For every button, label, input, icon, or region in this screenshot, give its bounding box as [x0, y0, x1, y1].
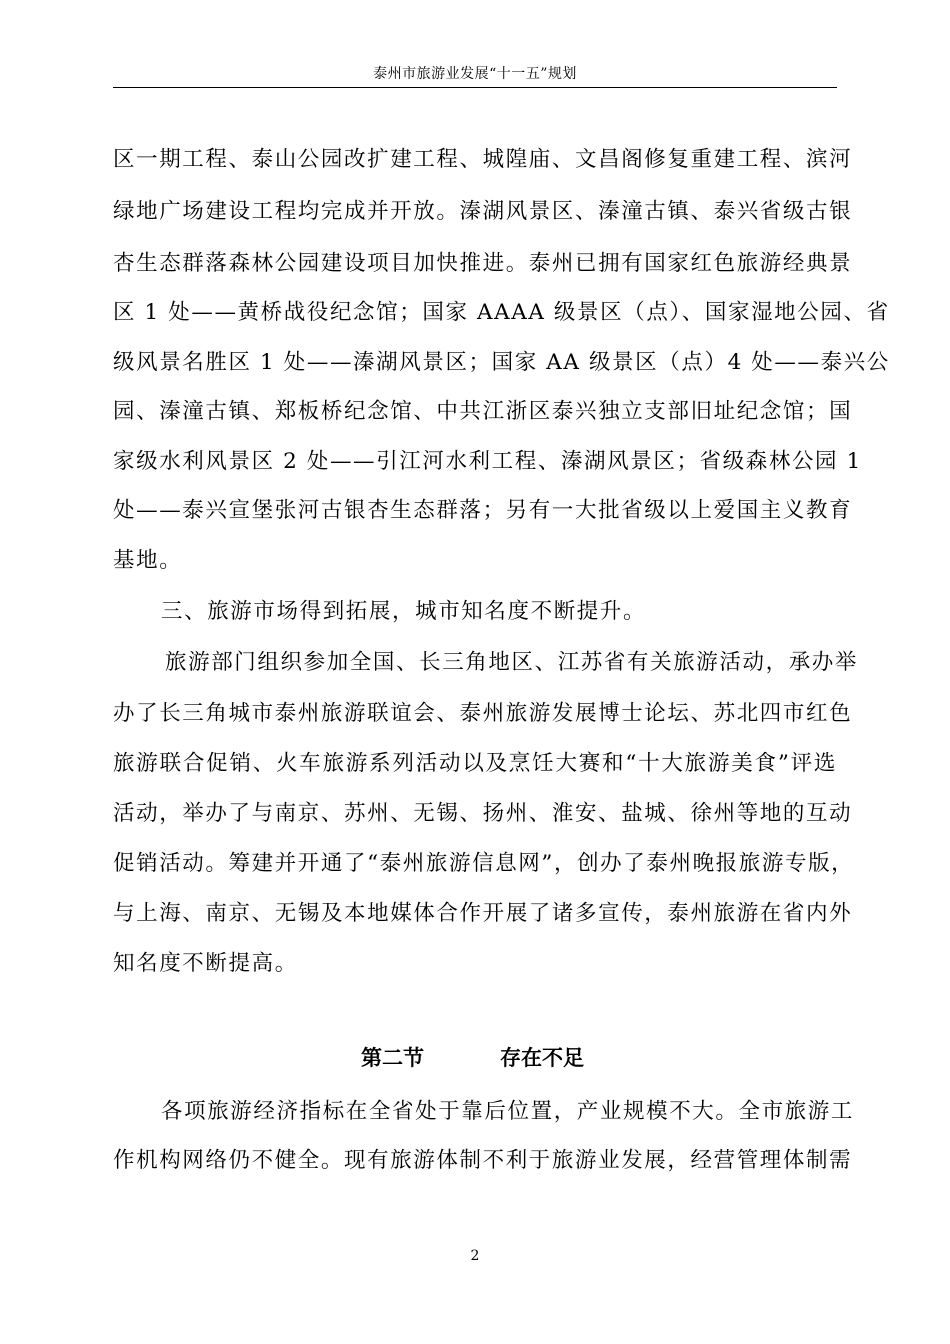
body-line: 杏生态群落森林公园建设项目加快推进。泰州已拥有国家红色旅游经典景 — [113, 251, 853, 276]
body-line: 旅游部门组织参加全国、长三角地区、江苏省有关旅游活动，承办举 — [165, 650, 859, 675]
body-line: 旅游联合促销、火车旅游系列活动以及烹饪大赛和“十大旅游美食”评选 — [113, 751, 837, 776]
body-line: 促销活动。筹建并开通了“泰州旅游信息网”，创办了泰州晚报旅游专版， — [113, 851, 855, 876]
section-title: 存在不足 — [500, 1046, 584, 1070]
running-header: 泰州市旅游业发展“十一五”规划 — [373, 66, 577, 82]
subsection-title: 三、旅游市场得到拓展，城市知名度不断提升。 — [161, 599, 647, 624]
body-line: 活动，举办了与南京、苏州、无锡、扬州、淮安、盐城、徐州等地的互动 — [113, 801, 853, 826]
body-line: 知名度不断提高。 — [113, 951, 298, 976]
page-number: 2 — [470, 1248, 480, 1264]
section-heading — [113, 1043, 837, 1073]
body-line: 级风景名胜区 1 处——溱湖风景区；国家 AA 级景区（点）4 处——泰兴公 — [113, 350, 890, 375]
body-line: 区一期工程、泰山公园改扩建工程、城隍庙、文昌阁修复重建工程、滨河 — [113, 147, 853, 172]
body-line: 家级水利风景区 2 处——引江河水利工程、溱湖风景区；省级森林公园 1 — [113, 449, 862, 474]
body-line: 作机构网络仍不健全。现有旅游体制不利于旅游业发展，经营管理体制需 — [113, 1148, 853, 1173]
body-line: 与上海、南京、无锡及本地媒体合作开展了诸多宣传，泰州旅游在省内外 — [113, 901, 853, 926]
body-line: 处——泰兴宣堡张河古银杏生态群落；另有一大批省级以上爱国主义教育 — [113, 498, 853, 523]
body-line: 区 1 处——黄桥战役纪念馆；国家 AAAA 级景区（点）、国家湿地公园、省 — [113, 300, 890, 325]
body-line: 基地。 — [113, 548, 183, 573]
body-line: 园、溱潼古镇、郑板桥纪念馆、中共江浙区泰兴独立支部旧址纪念馆；国 — [113, 399, 853, 424]
body-line: 绿地广场建设工程均完成并开放。溱湖风景区、溱潼古镇、泰兴省级古银 — [113, 199, 853, 224]
header-rule — [113, 87, 837, 88]
section-number: 第二节 — [361, 1046, 424, 1070]
body-line: 办了长三角城市泰州旅游联谊会、泰州旅游发展博士论坛、苏北四市红色 — [113, 701, 853, 726]
body-line: 各项旅游经济指标在全省处于靠后位置，产业规模不大。全市旅游工 — [161, 1099, 855, 1124]
